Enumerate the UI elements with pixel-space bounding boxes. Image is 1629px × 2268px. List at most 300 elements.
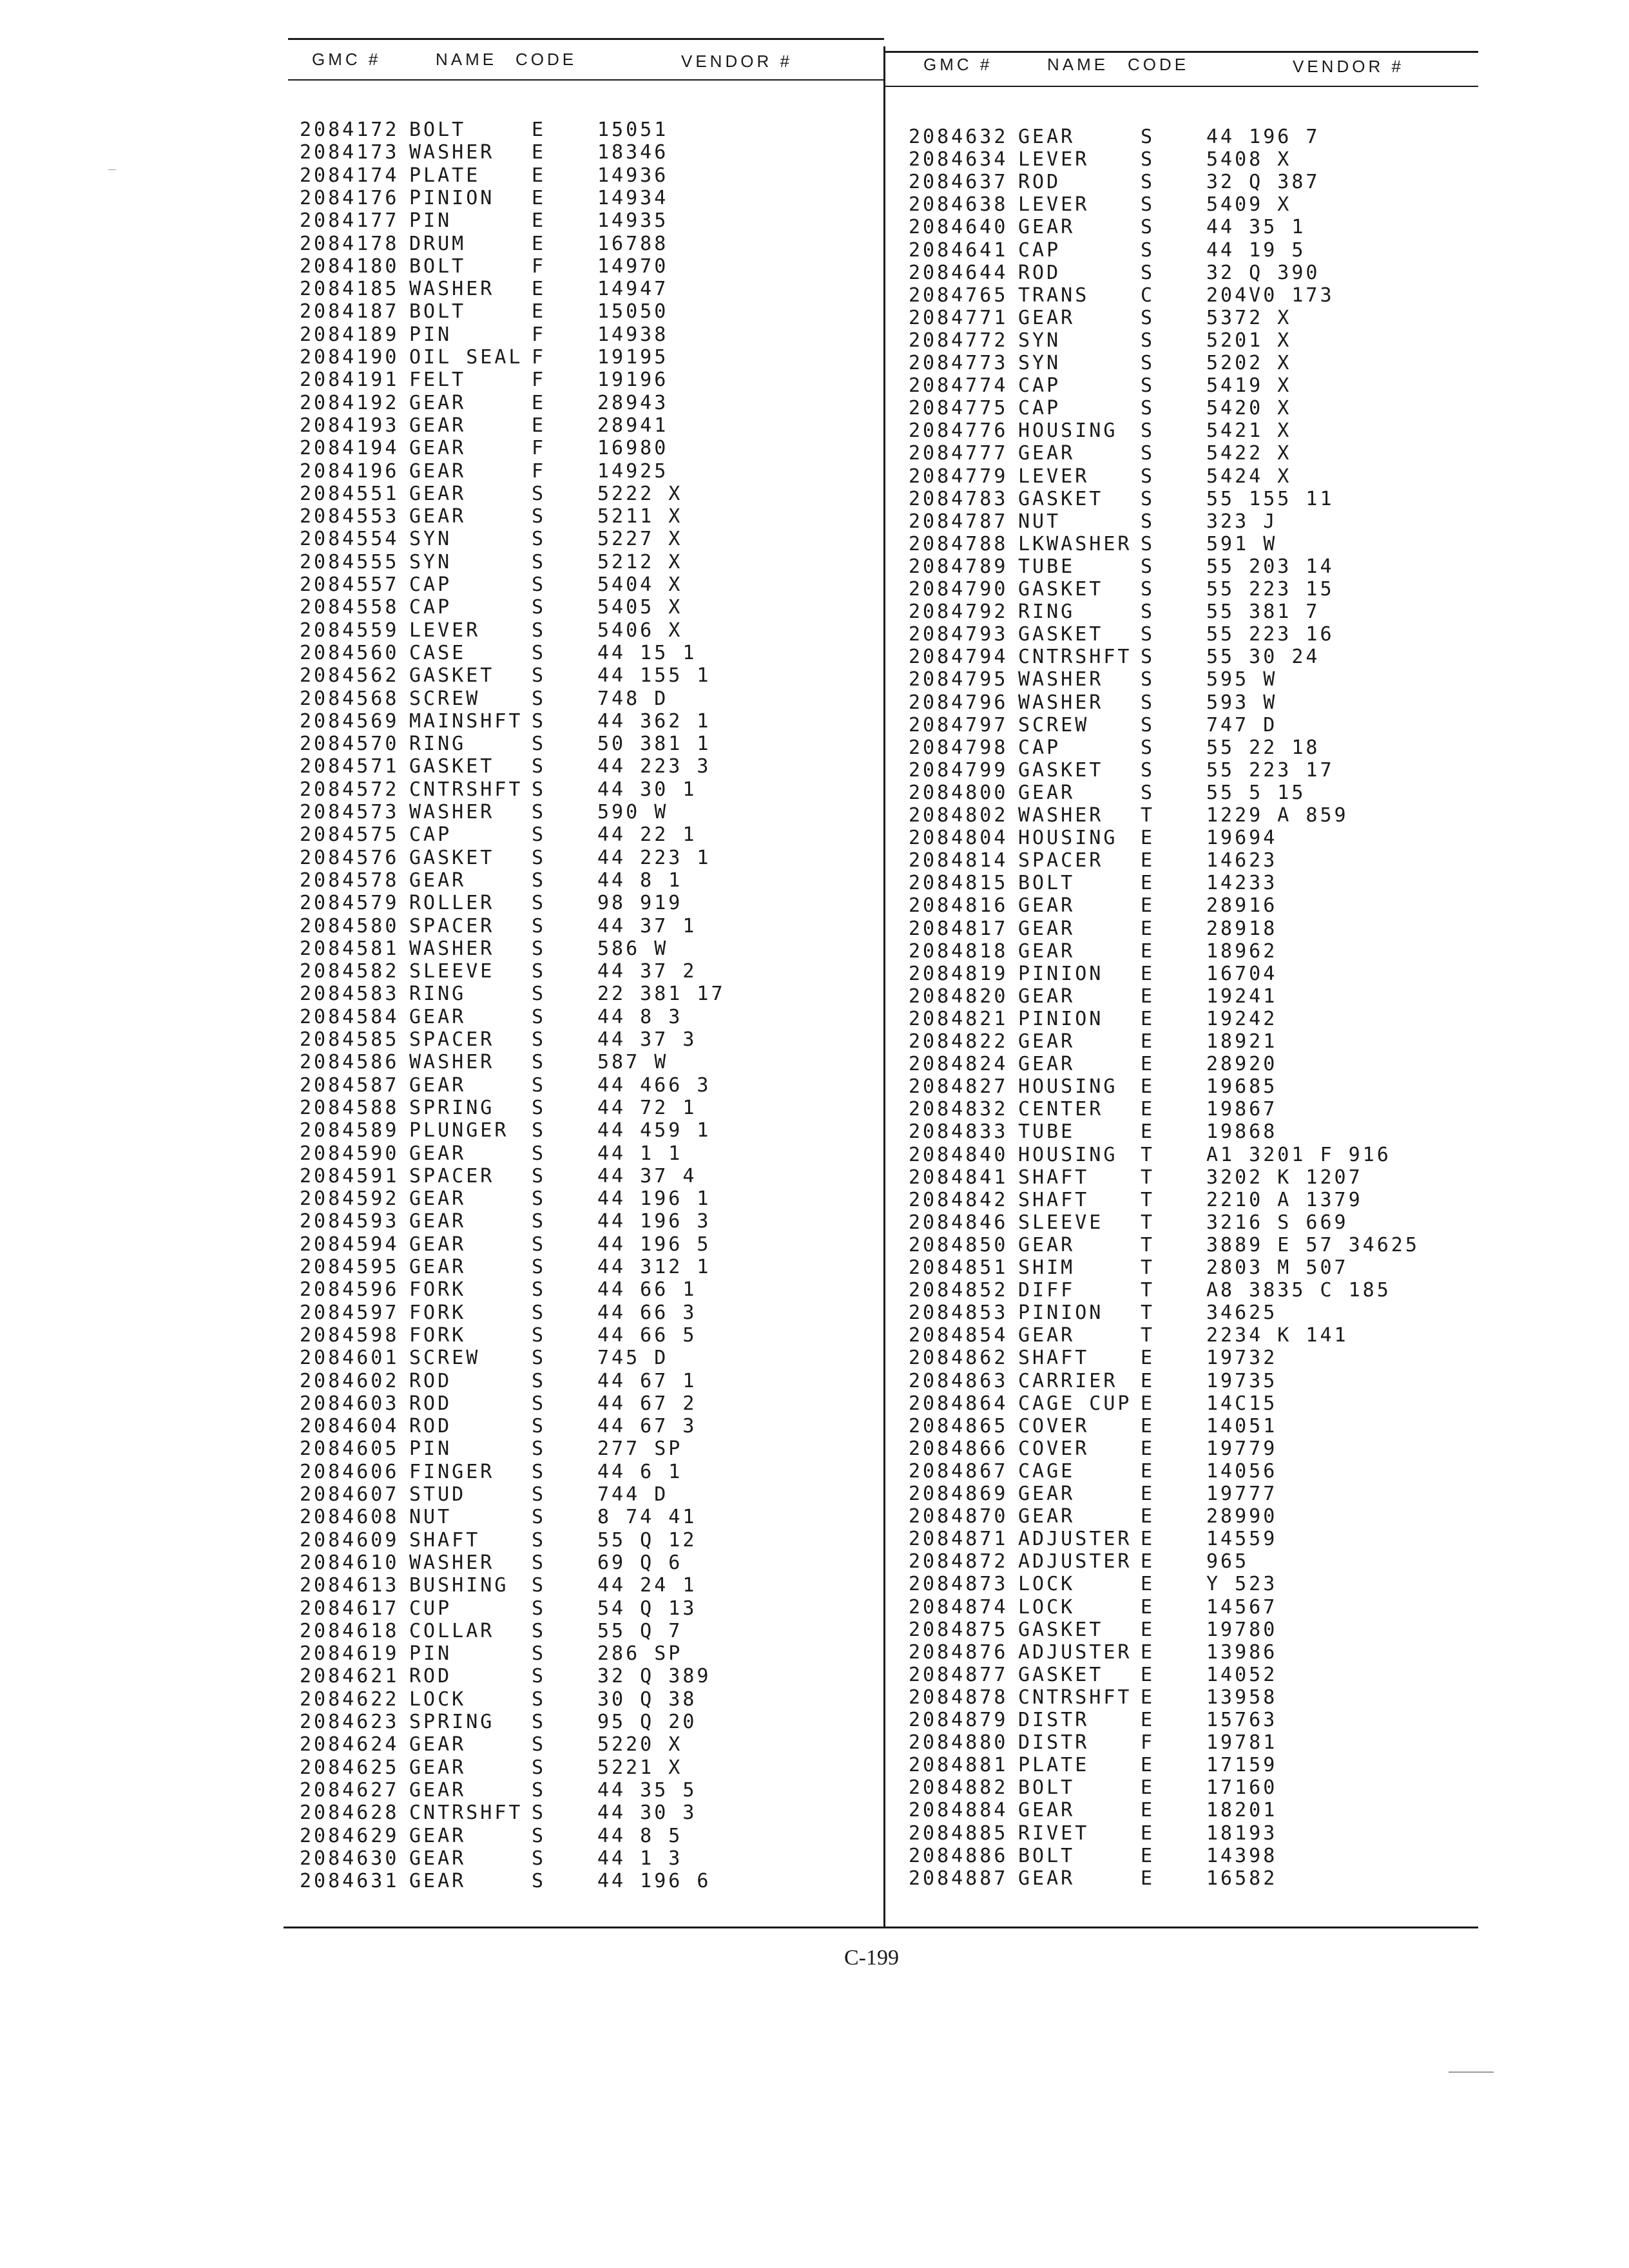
part-code: E <box>532 186 546 209</box>
gmc-number: 2084196 <box>300 459 400 483</box>
gmc-number: 2084569 <box>300 709 400 733</box>
gmc-number: 2084601 <box>300 1347 400 1370</box>
part-code: T <box>1141 804 1155 827</box>
vendor-number: 13958 <box>1206 1686 1278 1709</box>
gmc-number: 2084576 <box>300 846 400 869</box>
gmc-number: 2084772 <box>909 329 1008 352</box>
part-name: ADJUSTER <box>1018 1550 1132 1573</box>
part-name: CNTRSHFT <box>409 1802 523 1825</box>
gmc-number: 2084872 <box>909 1550 1008 1573</box>
gmc-number: 2084596 <box>300 1278 400 1302</box>
gmc-number: 2084560 <box>300 641 400 664</box>
part-code: E <box>1141 1347 1155 1370</box>
part-name: FINGER <box>409 1460 495 1483</box>
part-name: GEAR <box>1018 917 1075 940</box>
gmc-number: 2084797 <box>909 713 1008 736</box>
gmc-number: 2084591 <box>300 1164 400 1187</box>
vendor-number: 17160 <box>1206 1776 1278 1800</box>
gmc-number: 2084557 <box>300 573 400 596</box>
part-code: S <box>532 1778 546 1802</box>
part-code: S <box>1141 374 1155 398</box>
part-code: F <box>532 323 546 346</box>
vendor-number: 14398 <box>1206 1844 1278 1867</box>
part-code: S <box>532 1528 546 1552</box>
part-code: S <box>532 778 546 801</box>
part-name: SPRING <box>409 1096 495 1119</box>
vendor-number: 590 W <box>597 801 669 823</box>
gmc-number: 2084584 <box>300 1005 400 1028</box>
part-code: S <box>532 1301 546 1324</box>
vendor-number: 15050 <box>597 300 669 323</box>
vendor-number: 5424 X <box>1206 465 1292 488</box>
vendor-number: 44 19 5 <box>1206 238 1306 262</box>
part-name: SCREW <box>409 687 481 710</box>
vendor-number: A8 3835 C 185 <box>1206 1279 1391 1302</box>
scan-mark <box>108 169 116 170</box>
part-code: S <box>1141 397 1155 420</box>
part-code: F <box>532 255 546 278</box>
gmc-number: 2084180 <box>300 255 400 278</box>
part-code: S <box>532 1847 546 1870</box>
vendor-number: 44 37 1 <box>597 914 697 937</box>
part-code: S <box>1141 781 1155 804</box>
part-code: S <box>532 1119 546 1142</box>
part-name: STUD <box>409 1483 467 1506</box>
part-name: GEAR <box>1018 1030 1075 1053</box>
part-code: E <box>1141 1437 1155 1460</box>
gmc-number: 2084833 <box>909 1120 1008 1144</box>
gmc-number: 2084173 <box>300 141 400 164</box>
part-name: ROD <box>409 1665 452 1688</box>
part-code: S <box>532 1233 546 1256</box>
part-name: CNTRSHFT <box>409 778 523 801</box>
gmc-number: 2084604 <box>300 1415 400 1438</box>
part-name: WASHER <box>409 278 495 301</box>
header-code-left: CODE <box>516 50 577 69</box>
gmc-number: 2084792 <box>909 601 1008 624</box>
vendor-number: 5227 X <box>597 528 683 551</box>
gmc-number: 2084871 <box>909 1528 1008 1551</box>
vendor-number: 5211 X <box>597 505 683 528</box>
part-name: CAP <box>409 823 452 847</box>
part-name: BOLT <box>409 119 467 141</box>
gmc-number: 2084622 <box>300 1687 400 1711</box>
part-name: COLLAR <box>409 1619 495 1642</box>
vendor-number: 19732 <box>1206 1347 1278 1370</box>
gmc-number: 2084625 <box>300 1756 400 1779</box>
gmc-number: 2084854 <box>909 1324 1008 1347</box>
part-name: PIN <box>409 209 452 233</box>
part-name: GEAR <box>409 869 467 892</box>
gmc-number: 2084629 <box>300 1824 400 1847</box>
vendor-number: 2234 K 141 <box>1206 1324 1349 1347</box>
gmc-number: 2084597 <box>300 1301 400 1324</box>
vendor-number: 44 8 1 <box>597 869 683 892</box>
part-name: GEAR <box>409 505 467 528</box>
gmc-number: 2084846 <box>909 1211 1008 1234</box>
part-name: FORK <box>409 1278 467 1302</box>
gmc-number: 2084630 <box>300 1847 400 1870</box>
gmc-number: 2084832 <box>909 1098 1008 1121</box>
part-code: S <box>1141 261 1155 284</box>
gmc-number: 2084818 <box>909 939 1008 963</box>
part-name: BOLT <box>409 300 467 323</box>
gmc-number: 2084558 <box>300 596 400 619</box>
gmc-number: 2084866 <box>909 1437 1008 1460</box>
part-name: GEAR <box>409 437 467 460</box>
part-code: S <box>532 1073 546 1097</box>
vendor-number: 95 Q 20 <box>597 1711 697 1733</box>
part-code: S <box>532 482 546 505</box>
part-name: WASHER <box>1018 691 1104 714</box>
part-code: E <box>532 119 546 141</box>
vendor-number: 44 196 7 <box>1206 126 1320 148</box>
part-code: T <box>1141 1279 1155 1302</box>
gmc-number: 2084878 <box>909 1686 1008 1709</box>
part-name: GEAR <box>409 391 467 414</box>
part-code: F <box>532 437 546 460</box>
vendor-number: 44 196 3 <box>597 1210 711 1233</box>
part-code: E <box>1141 1007 1155 1030</box>
gmc-number: 2084178 <box>300 232 400 255</box>
vendor-number: 5422 X <box>1206 442 1292 465</box>
vendor-number: 745 D <box>597 1347 669 1370</box>
vendor-number: 5408 X <box>1206 148 1292 171</box>
part-name: GEAR <box>1018 894 1075 918</box>
part-name: GEAR <box>409 1233 467 1256</box>
part-name: SYN <box>409 528 452 551</box>
part-name: LEVER <box>409 619 481 642</box>
gmc-number: 2084867 <box>909 1459 1008 1483</box>
header-vendor-left: VENDOR # <box>681 52 793 71</box>
gmc-number: 2084873 <box>909 1573 1008 1596</box>
part-name: SYN <box>1018 352 1061 374</box>
part-name: OIL SEAL <box>409 346 523 369</box>
part-code: S <box>532 1005 546 1028</box>
gmc-number: 2084568 <box>300 687 400 710</box>
part-code: S <box>532 914 546 937</box>
part-name: WASHER <box>1018 668 1104 691</box>
part-name: CAP <box>1018 397 1061 420</box>
part-code: E <box>1141 1414 1155 1437</box>
vendor-number: 55 223 15 <box>1206 578 1335 601</box>
part-code: S <box>1141 171 1155 194</box>
gmc-number: 2084795 <box>909 668 1008 691</box>
header-name-left: NAME <box>436 50 497 69</box>
part-code: E <box>1141 1053 1155 1076</box>
gmc-number: 2084796 <box>909 691 1008 714</box>
part-code: S <box>532 983 546 1006</box>
gmc-number: 2084819 <box>909 962 1008 985</box>
part-name: GEAR <box>1018 306 1075 329</box>
gmc-number: 2084598 <box>300 1323 400 1347</box>
vendor-number: 44 466 3 <box>597 1073 711 1097</box>
part-name: GEAR <box>1018 216 1075 239</box>
vendor-number: 98 919 <box>597 892 683 915</box>
vendor-number: 16788 <box>597 232 669 255</box>
gmc-number: 2084628 <box>300 1802 400 1825</box>
part-code: S <box>532 960 546 983</box>
vendor-number: 32 Q 387 <box>1206 171 1320 194</box>
gmc-number: 2084827 <box>909 1075 1008 1099</box>
part-name: GEAR <box>1018 1505 1075 1528</box>
part-name: LEVER <box>1018 465 1090 488</box>
vendor-number: 44 196 1 <box>597 1187 711 1211</box>
part-code: E <box>532 164 546 187</box>
vendor-number: 14052 <box>1206 1663 1278 1686</box>
vendor-number: 44 30 1 <box>597 778 697 801</box>
top-rule-right <box>884 51 1478 53</box>
part-code: S <box>1141 668 1155 691</box>
gmc-number: 2084788 <box>909 532 1008 555</box>
gmc-number: 2084594 <box>300 1233 400 1256</box>
part-code: E <box>532 232 546 255</box>
part-name: LOCK <box>1018 1595 1075 1619</box>
vendor-number: 16980 <box>597 437 669 460</box>
vendor-number: 17159 <box>1206 1754 1278 1777</box>
gmc-number: 2084624 <box>300 1733 400 1756</box>
part-code: C <box>1141 284 1155 307</box>
vendor-number: 3216 S 669 <box>1206 1211 1349 1234</box>
part-code: E <box>1141 849 1155 872</box>
gmc-number: 2084592 <box>300 1187 400 1211</box>
part-code: S <box>532 1323 546 1347</box>
part-code: S <box>1141 148 1155 171</box>
vendor-number: 18201 <box>1206 1799 1278 1822</box>
gmc-number: 2084607 <box>300 1483 400 1506</box>
gmc-number: 2084880 <box>909 1731 1008 1754</box>
part-name: RING <box>1018 601 1075 624</box>
part-code: S <box>532 892 546 915</box>
gmc-number: 2084613 <box>300 1574 400 1597</box>
vendor-number: 44 66 3 <box>597 1301 697 1324</box>
part-name: TUBE <box>1018 555 1075 578</box>
part-name: GASKET <box>1018 623 1104 646</box>
part-code: S <box>532 528 546 551</box>
part-name: SPRING <box>409 1711 495 1733</box>
gmc-number: 2084816 <box>909 894 1008 918</box>
vendor-number: 5222 X <box>597 482 683 505</box>
gmc-number: 2084814 <box>909 849 1008 872</box>
gmc-number: 2084863 <box>909 1369 1008 1392</box>
part-code: S <box>532 1756 546 1779</box>
part-name: ADJUSTER <box>1018 1640 1132 1664</box>
vendor-number: 19685 <box>1206 1075 1278 1099</box>
part-name: CAP <box>1018 736 1061 759</box>
vendor-number: 55 155 11 <box>1206 487 1335 510</box>
gmc-number: 2084587 <box>300 1073 400 1097</box>
vendor-number: 44 312 1 <box>597 1256 711 1278</box>
part-name: WASHER <box>409 1551 495 1574</box>
vendor-number: 55 223 17 <box>1206 758 1335 782</box>
part-name: CASE <box>409 641 467 664</box>
vendor-number: 15763 <box>1206 1709 1278 1731</box>
vendor-number: 277 SP <box>597 1437 683 1461</box>
vendor-number: 15051 <box>597 119 669 141</box>
vendor-number: 55 381 7 <box>1206 601 1320 624</box>
gmc-number: 2084583 <box>300 983 400 1006</box>
part-code: S <box>532 1687 546 1711</box>
part-name: CAP <box>1018 374 1061 398</box>
gmc-number: 2084619 <box>300 1642 400 1666</box>
gmc-number: 2084572 <box>300 778 400 801</box>
part-name: WASHER <box>1018 804 1104 827</box>
header-name-right: NAME <box>1047 55 1109 74</box>
part-name: GASKET <box>409 846 495 869</box>
part-code: E <box>1141 1844 1155 1867</box>
part-code: S <box>532 1642 546 1666</box>
vendor-number: 5419 X <box>1206 374 1292 398</box>
part-name: DIFF <box>1018 1279 1075 1302</box>
part-code: S <box>532 1392 546 1415</box>
part-code: F <box>532 459 546 483</box>
gmc-number: 2084851 <box>909 1256 1008 1279</box>
vendor-number: 748 D <box>597 687 669 710</box>
vendor-number: 44 8 5 <box>597 1824 683 1847</box>
vendor-number: 16582 <box>1206 1867 1278 1890</box>
part-code: T <box>1141 1233 1155 1256</box>
part-code: E <box>1141 1550 1155 1573</box>
part-name: GEAR <box>1018 1233 1075 1256</box>
part-code: S <box>1141 646 1155 669</box>
part-code: S <box>1141 487 1155 510</box>
vendor-number: 44 37 3 <box>597 1028 697 1051</box>
vendor-number: 593 W <box>1206 691 1278 714</box>
vendor-number: 44 30 3 <box>597 1802 697 1825</box>
vendor-number: A1 3201 F 916 <box>1206 1143 1391 1166</box>
part-code: T <box>1141 1324 1155 1347</box>
vendor-number: 19195 <box>597 346 669 369</box>
part-code: S <box>1141 736 1155 759</box>
part-name: ROD <box>1018 171 1061 194</box>
vendor-number: 14051 <box>1206 1414 1278 1437</box>
part-name: RIVET <box>1018 1821 1090 1845</box>
vendor-number: 14935 <box>597 209 669 233</box>
vendor-number: 55 Q 7 <box>597 1619 683 1642</box>
part-code: S <box>1141 126 1155 148</box>
vendor-number: 44 67 1 <box>597 1369 697 1392</box>
part-code: T <box>1141 1211 1155 1234</box>
gmc-number: 2084187 <box>300 300 400 323</box>
part-name: GEAR <box>409 482 467 505</box>
gmc-number: 2084821 <box>909 1007 1008 1030</box>
part-code: E <box>1141 872 1155 895</box>
part-code: E <box>1141 1120 1155 1144</box>
part-name: SPACER <box>409 914 495 937</box>
vendor-number: 19735 <box>1206 1369 1278 1392</box>
gmc-number: 2084585 <box>300 1028 400 1051</box>
vendor-number: 5420 X <box>1206 397 1292 420</box>
vendor-number: 14567 <box>1206 1595 1278 1619</box>
gmc-number: 2084887 <box>909 1867 1008 1890</box>
part-name: GEAR <box>1018 1799 1075 1822</box>
vendor-number: 14559 <box>1206 1528 1278 1551</box>
part-code: S <box>532 1711 546 1733</box>
gmc-number: 2084787 <box>909 510 1008 533</box>
vendor-number: 44 72 1 <box>597 1096 697 1119</box>
part-name: FORK <box>409 1323 467 1347</box>
part-code: S <box>532 1460 546 1483</box>
part-code: E <box>532 141 546 164</box>
gmc-number: 2084555 <box>300 550 400 573</box>
vendor-number: 55 30 24 <box>1206 646 1320 669</box>
part-name: LEVER <box>1018 148 1090 171</box>
part-name: GEAR <box>1018 1867 1075 1890</box>
part-name: PIN <box>409 1437 452 1461</box>
vendor-number: 18962 <box>1206 939 1278 963</box>
gmc-number: 2084775 <box>909 397 1008 420</box>
vendor-number: 44 6 1 <box>597 1460 683 1483</box>
part-code: S <box>532 1597 546 1620</box>
part-name: TUBE <box>1018 1120 1075 1144</box>
gmc-number: 2084640 <box>909 216 1008 239</box>
vendor-number: 44 67 3 <box>597 1415 697 1438</box>
part-code: E <box>1141 985 1155 1008</box>
part-code: E <box>1141 1686 1155 1709</box>
part-name: ROLLER <box>409 892 495 915</box>
part-name: GEAR <box>409 1824 467 1847</box>
part-code: S <box>532 823 546 847</box>
part-code: S <box>532 1142 546 1165</box>
part-name: PINION <box>1018 1007 1104 1030</box>
part-name: BOLT <box>1018 872 1075 895</box>
gmc-number: 2084877 <box>909 1663 1008 1686</box>
part-name: PINION <box>1018 1302 1104 1325</box>
part-name: FORK <box>409 1301 467 1324</box>
part-name: SPACER <box>1018 849 1104 872</box>
part-name: COVER <box>1018 1437 1090 1460</box>
vendor-number: 32 Q 390 <box>1206 261 1320 284</box>
vendor-number: 55 Q 12 <box>597 1528 697 1552</box>
part-code: E <box>1141 827 1155 850</box>
part-name: PLATE <box>1018 1754 1090 1777</box>
part-name: GEAR <box>409 459 467 483</box>
part-name: NUT <box>1018 510 1061 533</box>
part-code: S <box>532 1665 546 1688</box>
vendor-number: 44 459 1 <box>597 1119 711 1142</box>
vendor-number: 323 J <box>1206 510 1278 533</box>
gmc-number: 2084779 <box>909 465 1008 488</box>
part-name: CARRIER <box>1018 1369 1118 1392</box>
part-name: GEAR <box>409 1187 467 1211</box>
vendor-number: 5405 X <box>597 596 683 619</box>
part-code: E <box>1141 1505 1155 1528</box>
part-code: S <box>532 1051 546 1074</box>
part-code: F <box>532 346 546 369</box>
part-name: GEAR <box>409 1073 467 1097</box>
gmc-number: 2084605 <box>300 1437 400 1461</box>
part-name: NUT <box>409 1506 452 1529</box>
part-name: CAGE CUP <box>1018 1392 1132 1415</box>
part-name: CENTER <box>1018 1098 1104 1121</box>
top-rule-left <box>288 38 884 40</box>
gmc-number: 2084573 <box>300 801 400 823</box>
gmc-number: 2084595 <box>300 1256 400 1278</box>
gmc-number: 2084193 <box>300 414 400 437</box>
vendor-number: 28920 <box>1206 1053 1278 1076</box>
gmc-number: 2084885 <box>909 1821 1008 1845</box>
vendor-number: 22 381 17 <box>597 983 726 1006</box>
gmc-number: 2084881 <box>909 1754 1008 1777</box>
part-code: S <box>532 1369 546 1392</box>
part-code: S <box>532 846 546 869</box>
vendor-number: 595 W <box>1206 668 1278 691</box>
vendor-number: 44 35 1 <box>1206 216 1306 239</box>
part-name: HOUSING <box>1018 419 1118 443</box>
part-code: T <box>1141 1143 1155 1166</box>
part-name: SHAFT <box>1018 1347 1090 1370</box>
part-name: GEAR <box>1018 1053 1075 1076</box>
